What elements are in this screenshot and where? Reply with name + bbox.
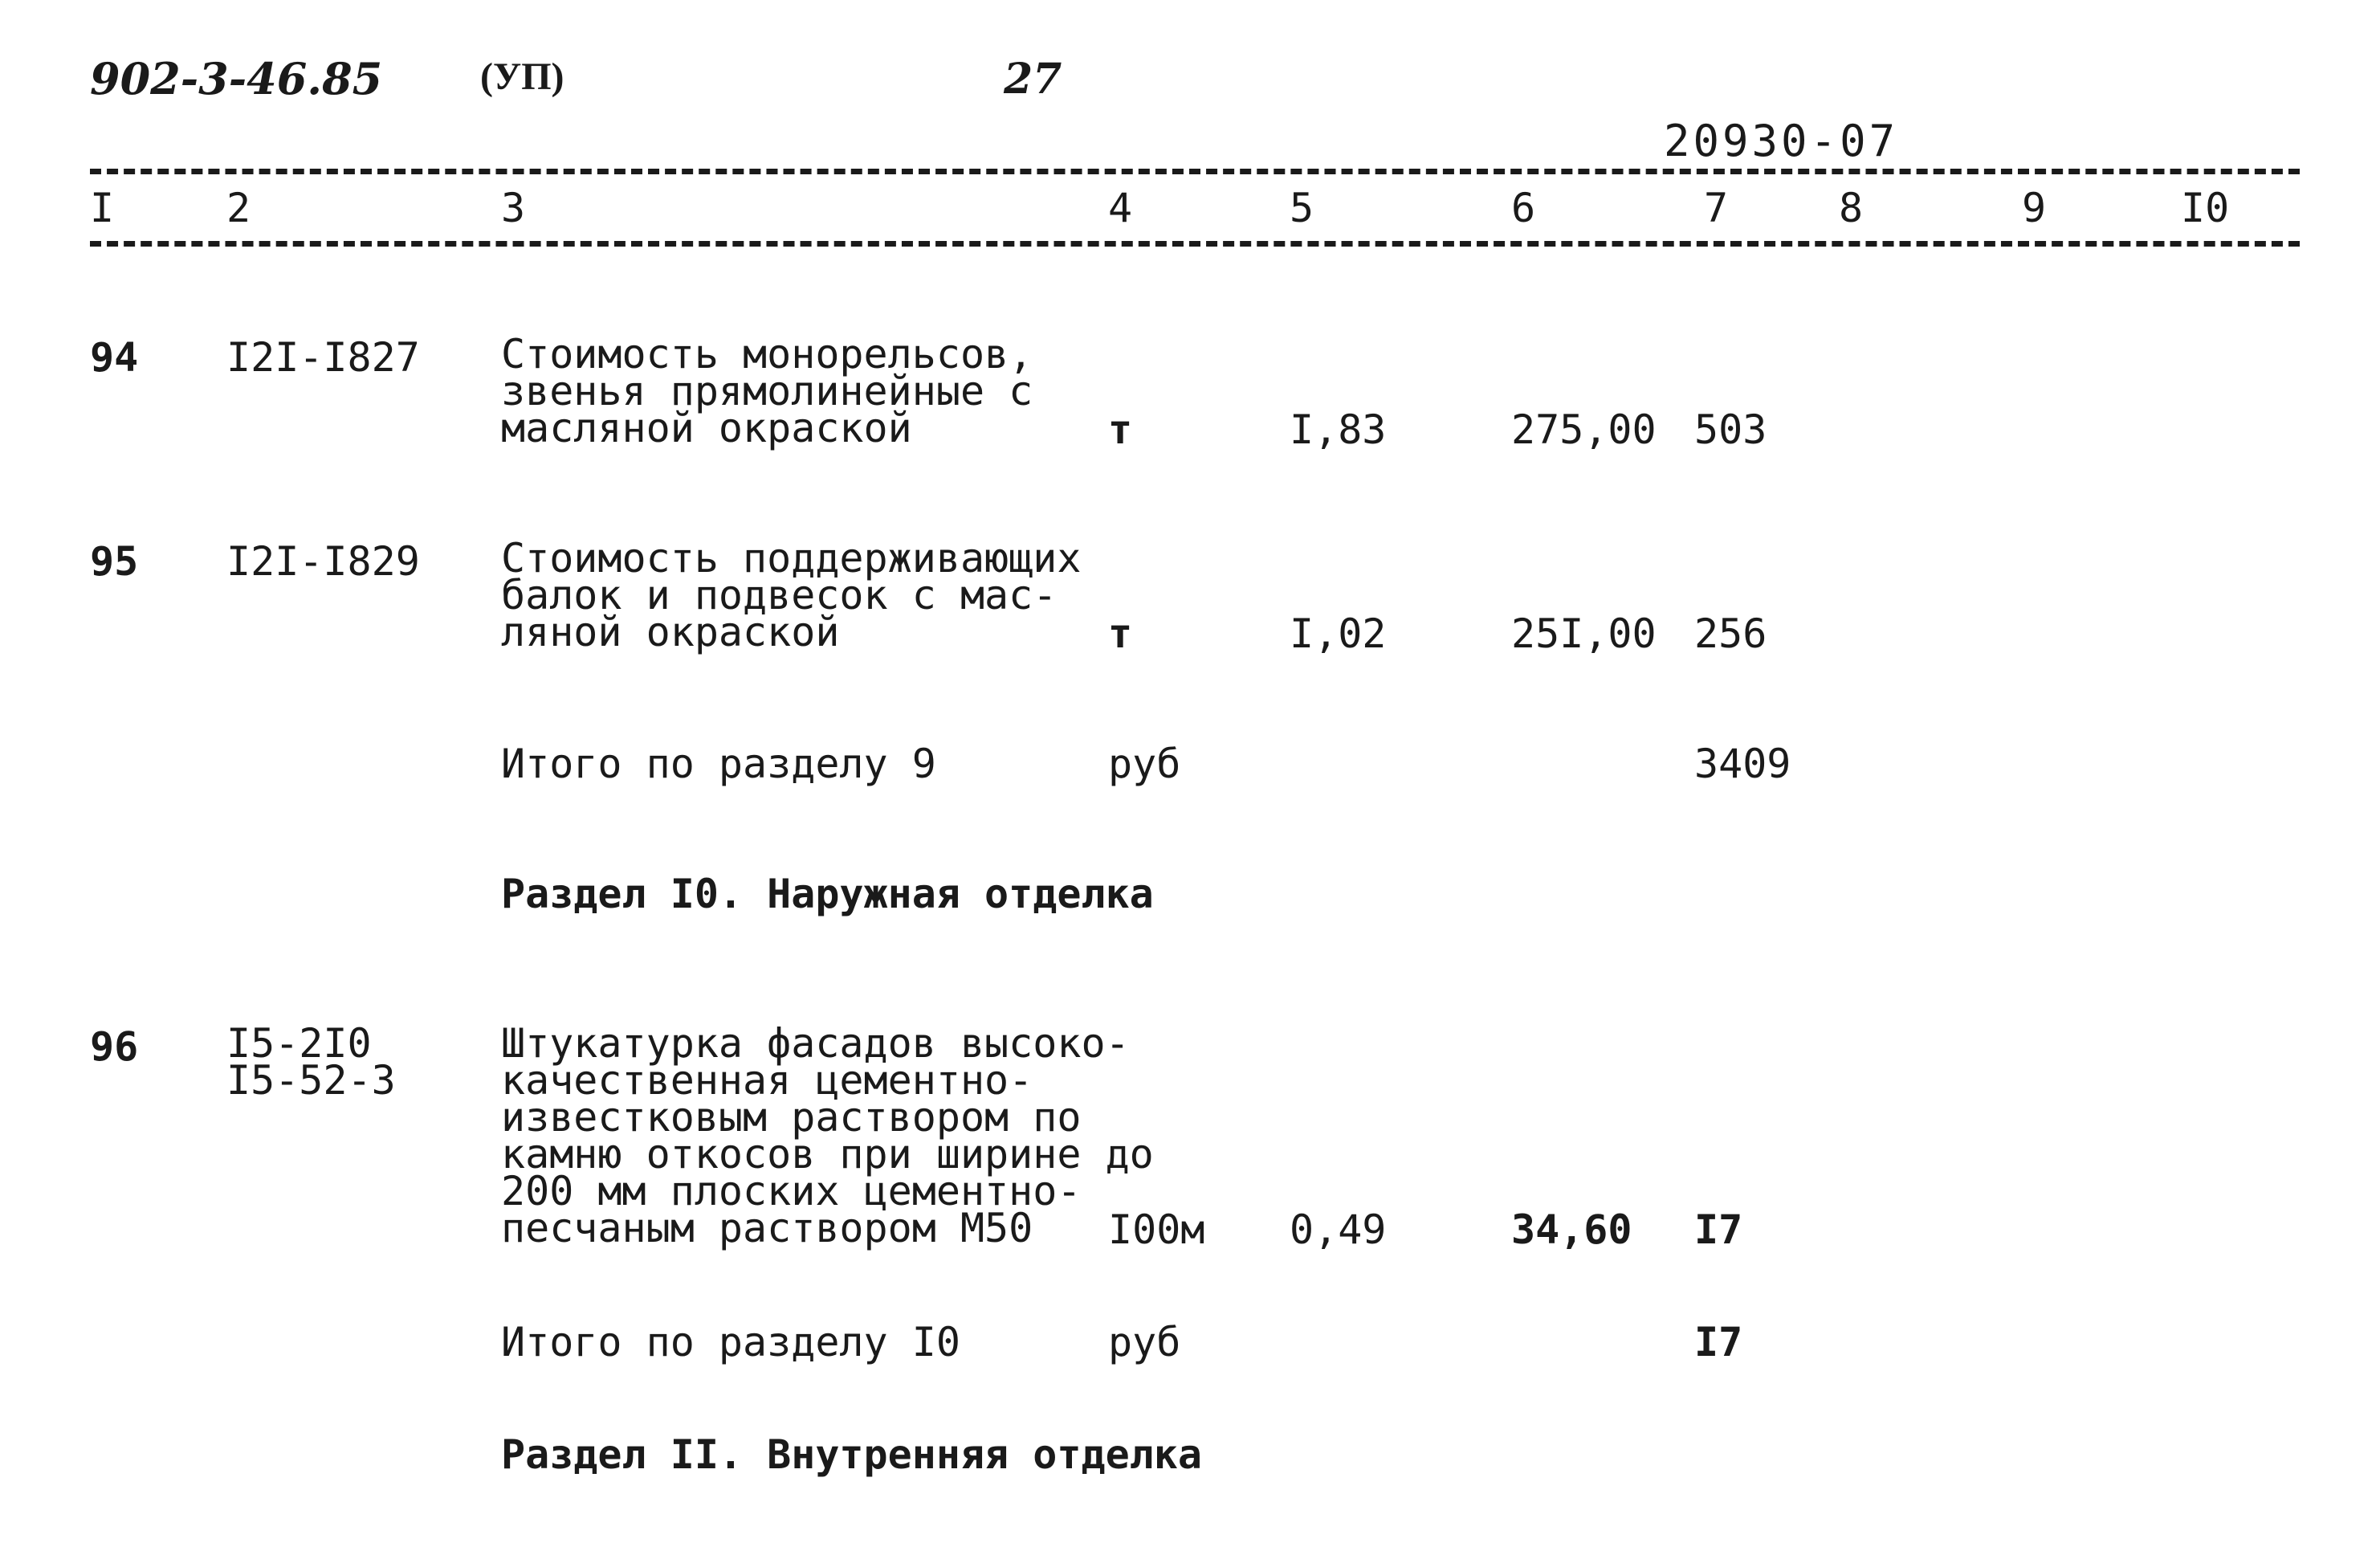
row-description <box>501 1020 1154 1251</box>
description-line: известковым раствором по <box>501 1094 1082 1141</box>
subtotal-label: Итого по разделу 9 <box>501 741 936 787</box>
subtotal-unit: руб <box>1108 1319 1181 1365</box>
quantity: 0,49 <box>1290 1206 1387 1253</box>
price-code-line: I5-2I0 <box>226 1020 372 1067</box>
unit-price: 275,00 <box>1511 406 1657 453</box>
description-line: Стоимость монорельсов, <box>501 331 1033 378</box>
row-description <box>501 535 1082 655</box>
column-header: 6 <box>1511 185 1536 231</box>
unit: т <box>1108 406 1133 453</box>
quantity: I,83 <box>1290 406 1387 453</box>
column-header: I0 <box>2181 185 2230 231</box>
column-header: 9 <box>2022 185 2047 231</box>
description-line: балок и подвесок с мас- <box>501 572 1058 618</box>
document-stamp: 20930-07 <box>1664 116 1899 166</box>
quantity: I,02 <box>1290 610 1387 657</box>
unit-price: 34,60 <box>1511 1206 1632 1253</box>
subtotal-unit: руб <box>1108 741 1181 787</box>
price-code-line: I5-52-3 <box>226 1057 396 1104</box>
description-line: 200 мм плоских цементно- <box>501 1168 1082 1214</box>
header-rule-top <box>90 169 2300 174</box>
section-heading: Раздел II. Внутренняя отделка <box>501 1431 1202 1478</box>
description-line: песчаным раствором М50 <box>501 1205 1033 1251</box>
total-cost: I7 <box>1694 1206 1743 1253</box>
description-line: Стоимость поддерживающих <box>501 535 1082 582</box>
column-header: I <box>90 185 115 231</box>
unit: т <box>1108 610 1133 657</box>
unit-price: 25I,00 <box>1511 610 1657 657</box>
total-cost: 256 <box>1694 610 1767 657</box>
document-code: 902-3-46.85 <box>90 53 383 104</box>
description-line: Штукатурка фасадов высоко- <box>501 1020 1130 1067</box>
section-heading: Раздел I0. Наружная отделка <box>501 871 1154 917</box>
column-header: 4 <box>1108 185 1133 231</box>
total-cost: 503 <box>1694 406 1767 453</box>
column-header: 5 <box>1290 185 1314 231</box>
price-code <box>226 1020 396 1104</box>
unit: I00м <box>1108 1206 1205 1253</box>
row-number: 96 <box>90 1023 139 1070</box>
description-line: камню откосов при ширине до <box>501 1131 1154 1178</box>
subtotal-total: 3409 <box>1694 741 1791 787</box>
row-number: 94 <box>90 334 139 381</box>
column-header: 2 <box>226 185 251 231</box>
row-description <box>501 331 1033 451</box>
header-rule-bottom <box>90 241 2300 247</box>
subtotal-label: Итого по разделу I0 <box>501 1319 960 1365</box>
row-number: 95 <box>90 538 139 585</box>
section-mark: (УП) <box>480 55 564 98</box>
subtotal-total: I7 <box>1694 1319 1743 1365</box>
description-line: масляной окраской <box>501 405 912 451</box>
page-number: 27 <box>1004 55 1062 104</box>
column-header: 3 <box>501 185 526 231</box>
description-line: звенья прямолинейные с <box>501 368 1033 414</box>
column-header: 8 <box>1839 185 1864 231</box>
column-header: 7 <box>1704 185 1729 231</box>
price-code: I2I-I827 <box>226 334 420 381</box>
price-code: I2I-I829 <box>226 538 420 585</box>
description-line: качественная цементно- <box>501 1057 1033 1104</box>
description-line: ляной окраской <box>501 609 840 655</box>
